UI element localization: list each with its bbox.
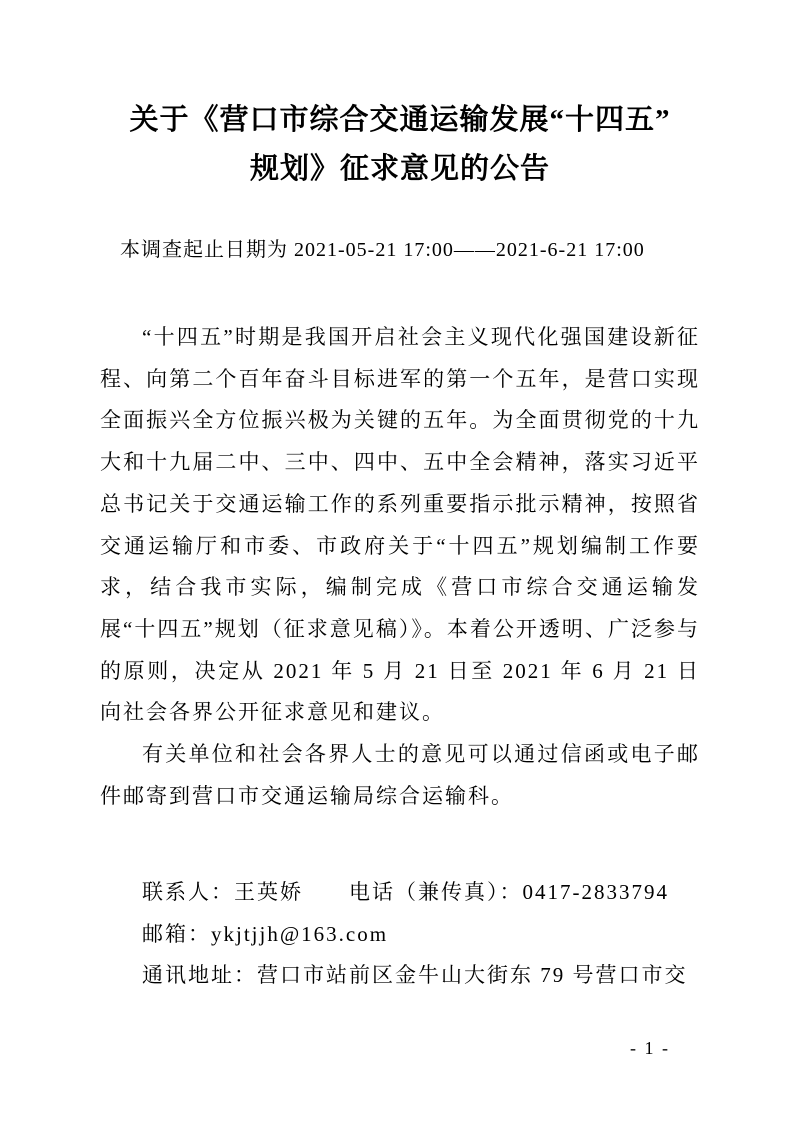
contact-address-line: 通讯地址：营口市站前区金牛山大街东 79 号营口市交 (142, 963, 688, 987)
survey-period-line: 本调查起止日期为 2021-05-21 17:00——2021-6-21 17:00 (120, 239, 645, 261)
contact-person-line: 联系人：王英娇 电话（兼传真）：0417-2833794 (142, 880, 669, 904)
document-title-line-2: 规划》征求意见的公告 (249, 153, 550, 185)
contact-info (100, 872, 700, 997)
document-body (100, 317, 700, 817)
body-paragraph-2: 有关单位和社会各界人士的意见可以通过信函或电子邮件邮寄到营口市交通运输局综合运输科。 (100, 742, 700, 808)
contact-email-line: 邮箱：ykjtjjh@163.com (142, 921, 389, 946)
document-title-line-1: 关于《营口市综合交通运输发展“十四五” (129, 104, 671, 136)
document-title (100, 96, 700, 194)
body-paragraph-1: “十四五”时期是我国开启社会主义现代化强国建设新征程、向第二个百年奋斗目标进军的第一个五年，是营口实现全面振兴全方位振兴极为关键的五年。为全面贯彻党的十九大和十九届二中、三中、四中、五中全会精神，落实习近平总书记关于交通运输工作的系列重要指示批示精神，按照省交通运输厅和市委、市政府关于“十四五”规划编制工作要求，结合我市实际，编制完成《营口市综合交通运输发展“十四五”规划（征求意见稿）》。本着公开透明、广泛参与的原则，决定从 2021 年 5 月 21 日至 2021 年 6 月 21 日向社会各界公开征求意见和建议。 (100, 325, 700, 725)
page-number: - 1 - (630, 1038, 670, 1058)
